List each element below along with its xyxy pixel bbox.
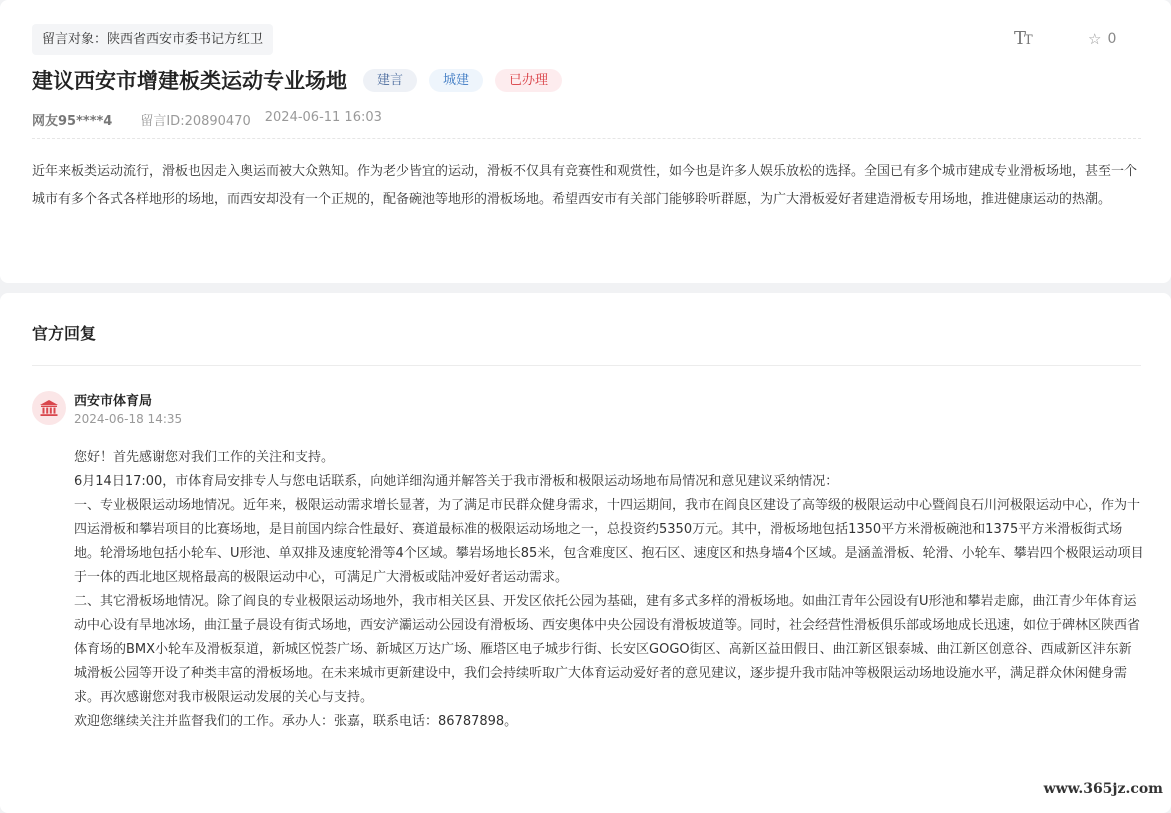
reply-paragraph: 您好！首先感谢您对我们工作的关注和支持。	[74, 450, 335, 465]
reply-body	[74, 446, 1144, 734]
message-datetime: 2024-06-11 16:03	[264, 110, 382, 125]
favorite-count: 0	[1107, 31, 1117, 47]
reply-card	[0, 293, 1171, 813]
reply-paragraph: 一、专业极限运动场地情况。近年来，极限运动需求增长显著，为了满足市民群众健身需求，十四运期间，我市在阎良区建设了高等级的极限运动中心暨阎良石川河极限运动中心，作为十四运滑板和攀岩项目的比赛场地，是目前国内综合性最好、赛道最标准的极限运动场地之一，总投资约5350万元。其中，滑板场地包括1350平方米滑板碗池和1375平方米滑板街式场地。轮滑场地包括小轮车、U形池、单双排及速度轮滑等4个区域。攀岩场地长85米，包含难度区、抱石区、速度区和热身墙4个区域。是涵盖滑板、轮滑、小轮车、攀岩四个极限运动项目于一体的西北地区规格最高的极限运动中心，可满足广大滑板或陆冲爱好者运动需求。	[74, 498, 1144, 585]
org-name: 西安市体育局	[74, 394, 153, 409]
reply-paragraph: 6月14日17:00，市体育局安排专人与您电话联系，向她详细沟通并解答关于我市滑板和极限运动场地布局情况和意见建议采纳情况：	[74, 474, 839, 489]
government-building-icon	[39, 398, 59, 418]
message-id: 留言ID:20890470	[140, 114, 251, 129]
reply-section-title: 官方回复	[32, 324, 97, 343]
reply-datetime: 2024-06-18 14:35	[74, 412, 183, 426]
title-row	[32, 63, 574, 97]
star-icon: ☆	[1088, 30, 1102, 48]
tag-type: 建言	[363, 69, 417, 92]
tag-category: 城建	[429, 69, 483, 92]
favorite-button[interactable]	[1088, 30, 1116, 48]
tag-status: 已办理	[495, 69, 562, 92]
message-meta	[32, 110, 382, 129]
reply-paragraph: 二、其它滑板场地情况。除了阎良的专业极限运动场地外，我市相关区县、开发区依托公园为基础，建有多式多样的滑板场地。如曲江青年公园设有U形池和攀岩走廊，曲江青少年体育运动中心设有旱地冰场，曲江量子晨设有街式场地，西安浐灞运动公园设有滑板场、西安奥体中央公园设有滑板坡道等。同时，社会经营性滑板俱乐部或场地成长迅速，如位于碑林区陕西省体育场的BMX小轮车及滑板泵道，新城区悦荟广场、新城区万达广场、雁塔区电子城步行街、长安区GOGO街区、高新区益田假日、曲江新区银泰城、曲江新区创意谷、西咸新区沣东新城滑板公园等开设了种类丰富的滑板场地。在未来城市更新建设中，我们会持续听取广大体育运动爱好者的意见建议，逐步提升我市陆冲等极限运动场地设施水平，满足群众休闲健身需求。再次感谢您对我市极限运动发展的关心与支持。	[74, 594, 1141, 705]
meta-divider	[32, 138, 1141, 139]
message-user: 网友95****4	[32, 114, 113, 129]
reply-divider	[32, 365, 1141, 366]
org-avatar	[32, 391, 66, 425]
watermark: www.365jz.com	[1043, 781, 1163, 797]
message-target-label: 留言对象：陕西省西安市委书记方红卫	[32, 24, 273, 55]
text-size-icon[interactable]: TT	[1014, 28, 1031, 49]
reply-paragraph: 欢迎您继续关注并监督我们的工作。承办人：张嘉，联系电话：86787898。	[74, 714, 518, 729]
message-card	[0, 0, 1171, 283]
message-title: 建议西安市增建板类运动专业场地	[32, 69, 347, 93]
message-content: 近年来板类运动流行，滑板也因走入奥运而被大众熟知。作为老少皆宜的运动，滑板不仅具有竞赛性和观赏性，如今也是许多人娱乐放松的选择。全国已有多个城市建成专业滑板场地，甚至一个城市有多个各式各样地形的场地，而西安却没有一个正规的，配备碗池等地形的滑板场地。希望西安市有关部门能够聆听群愿，为广大滑板爱好者建造滑板专用场地，推进健康运动的热潮。	[32, 164, 1138, 207]
